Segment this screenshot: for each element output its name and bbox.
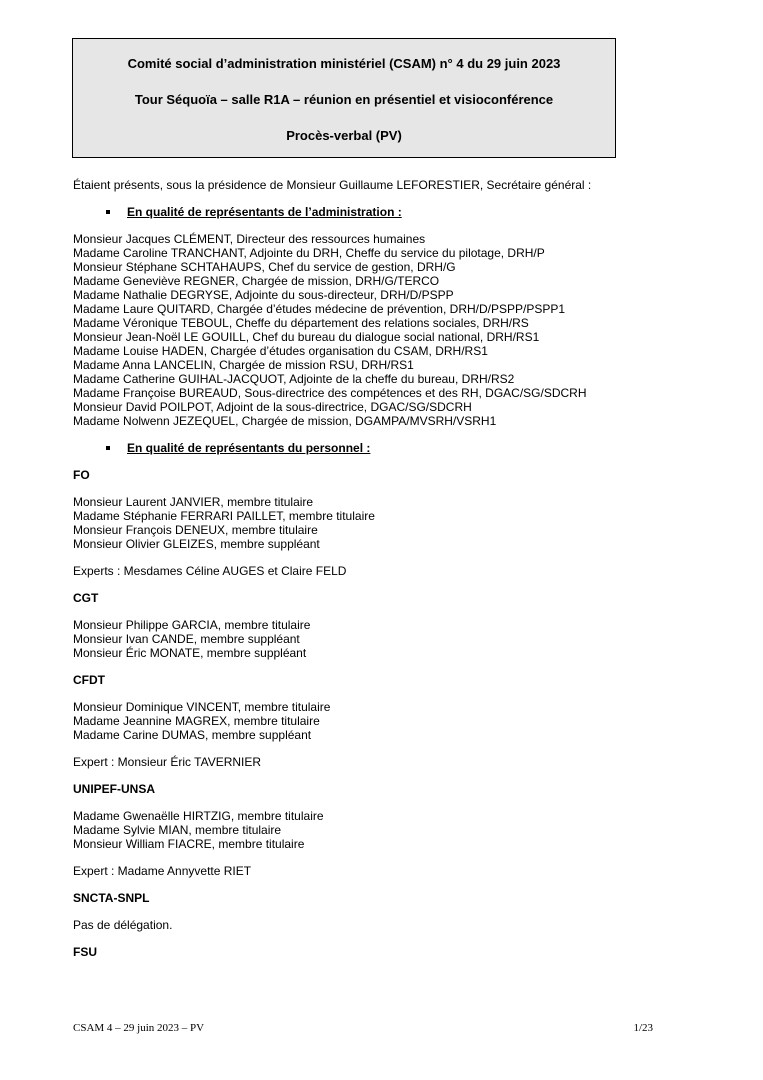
list-item: Madame Carine DUMAS, membre suppléant <box>73 728 312 742</box>
list-item: Madame Gwenaëlle HIRTZIG, membre titulaire <box>73 809 324 823</box>
document-type-line: Procès-verbal (PV) <box>286 128 402 143</box>
list-item: Madame Nolwenn JEZEQUEL, Chargée de mission, DGAMPA/MVSRH/VSRH1 <box>73 414 497 428</box>
list-item: Monsieur William FIACRE, membre titulaire <box>73 837 305 851</box>
list-item: Monsieur François DENEUX, membre titulaire <box>73 523 318 537</box>
list-item: Madame Jeannine MAGREX, membre titulaire <box>73 714 320 728</box>
union-cgt-heading: CGT <box>73 591 99 605</box>
list-item: Madame Françoise BUREAUD, Sous-directrice des compétences et des RH, DGAC/SG/SDCRH <box>73 386 587 400</box>
fo-experts: Experts : Mesdames Céline AUGES et Claire FELD <box>73 564 347 578</box>
list-item: Monsieur David POILPOT, Adjoint de la sous-directrice, DGAC/SG/SDCRH <box>73 400 472 414</box>
list-item: Monsieur Ivan CANDE, membre suppléant <box>73 632 300 646</box>
list-item: Monsieur Dominique VINCENT, membre titulaire <box>73 700 331 714</box>
list-item: Monsieur Éric MONATE, membre suppléant <box>73 646 307 660</box>
list-item: Madame Sylvie MIAN, membre titulaire <box>73 823 282 837</box>
union-cfdt-heading: CFDT <box>73 673 105 687</box>
union-sncta-heading: SNCTA-SNPL <box>73 891 150 905</box>
list-item: Madame Louise HADEN, Chargée d’études organisation du CSAM, DRH/RS1 <box>73 344 488 358</box>
unipef-experts: Expert : Madame Annyvette RIET <box>73 864 252 878</box>
list-item: Madame Véronique TEBOUL, Cheffe du département des relations sociales, DRH/RS <box>73 316 529 330</box>
attendance-intro: Étaient présents, sous la présidence de Monsieur Guillaume LEFORESTIER, Secrétaire général : <box>73 178 592 192</box>
list-item: Madame Anna LANCELIN, Chargée de mission RSU, DRH/RS1 <box>73 358 414 372</box>
page-number: 1/23 <box>633 1022 653 1034</box>
bullet-icon <box>106 446 110 450</box>
administration-heading-text: En qualité de représentants de l’administration : <box>127 205 402 219</box>
administration-list <box>73 232 693 428</box>
unipef-members <box>73 809 693 851</box>
list-item: Madame Geneviève REGNER, Chargée de mission, DRH/G/TERCO <box>73 274 440 288</box>
personnel-heading-text: En qualité de représentants du personnel : <box>127 441 371 455</box>
union-fo-heading: FO <box>73 468 90 482</box>
bullet-icon <box>106 210 110 214</box>
location-line: Tour Séquoïa – salle R1A – réunion en présentiel et visioconférence <box>134 92 554 107</box>
cfdt-experts: Expert : Monsieur Éric TAVERNIER <box>73 755 262 769</box>
list-item: Madame Stéphanie FERRARI PAILLET, membre titulaire <box>73 509 375 523</box>
footer-reference: CSAM 4 – 29 juin 2023 – PV <box>73 1022 205 1034</box>
administration-heading <box>73 205 693 219</box>
personnel-heading <box>73 441 693 455</box>
union-unipef-heading: UNIPEF-UNSA <box>73 782 156 796</box>
list-item: Monsieur Laurent JANVIER, membre titulaire <box>73 495 314 509</box>
list-item: Monsieur Philippe GARCIA, membre titulaire <box>73 618 311 632</box>
title-box <box>72 38 616 158</box>
cgt-members <box>73 618 693 660</box>
list-item: Madame Catherine GUIHAL-JACQUOT, Adjointe de la cheffe du bureau, DRH/RS2 <box>73 372 515 386</box>
list-item: Madame Laure QUITARD, Chargée d’études médecine de prévention, DRH/D/PSPP/PSPP1 <box>73 302 566 316</box>
list-item: Monsieur Jean-Noël LE GOUILL, Chef du bureau du dialogue social national, DRH/RS1 <box>73 330 540 344</box>
union-fsu-heading: FSU <box>73 945 97 959</box>
title-line: Comité social d’administration ministériel (CSAM) n° 4 du 29 juin 2023 <box>127 56 561 71</box>
list-item: Monsieur Stéphane SCHTAHAUPS, Chef du service de gestion, DRH/G <box>73 260 456 274</box>
fo-members <box>73 495 693 551</box>
document-body <box>73 178 693 972</box>
list-item: Madame Nathalie DEGRYSE, Adjointe du sous-directeur, DRH/D/PSPP <box>73 288 454 302</box>
list-item: Monsieur Jacques CLÉMENT, Directeur des ressources humaines <box>73 232 426 246</box>
cfdt-members <box>73 700 693 742</box>
list-item: Madame Caroline TRANCHANT, Adjointe du DRH, Cheffe du service du pilotage, DRH/P <box>73 246 545 260</box>
sncta-note: Pas de délégation. <box>73 918 173 932</box>
list-item: Monsieur Olivier GLEIZES, membre suppléant <box>73 537 320 551</box>
